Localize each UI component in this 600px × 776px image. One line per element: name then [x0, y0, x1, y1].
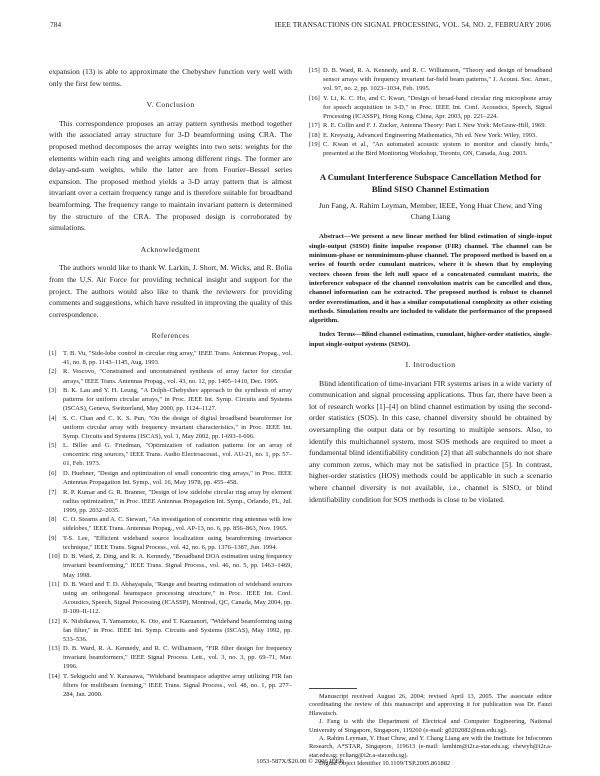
reference-item: [15] D. B. Ward, R. A. Kennedy, and R. C. Williamson, "Theory and design of broadband sensor arrays with frequency invariant far-field beam patterns," J. Acoust. Soc. Amer., vol. 97, no. 2, pp. 1023–1034, Feb. 1995. — [309, 67, 552, 93]
footnote: Digital Object Identifier 10.1109/TSP.2005.861882 — [319, 760, 451, 768]
footnote: A. Rahim Leyman, Y. Huat Chew, and Y. Chang Liang are with the Institute for Infocomm Research, A*STAR, Singapore, 119613 (e-mail: lamhim@i2r.a-star.edu.sg; chewyh@i2r.a-star.edu.sg; ycliang@i2r.a-star.edu.sg). — [309, 735, 552, 759]
paragraph: expansion (13) is able to approximate the Chebyshev function very well with only the first few terms. — [49, 67, 292, 88]
reference-item: [11] D. B. Ward and T. D. Abhayapala, "Range and bearing estimation of wideband sources using an orthogonal beamspace processing structure," in Proc. IEEE Int. Conf. Acoustics, Speech, Signal Processing (ICASSP), Montreal, QC, Canada, May 2004, pp. II-109–II-112. — [49, 581, 292, 616]
page-number: 784 — [50, 20, 62, 29]
reference-item: [6] D. Huebner, "Design and optimization of small concentric ring arrays," in Proc. IEEE Antennas Propagation Int. Symp., vol. 16, May 1978, pp. 455–458. — [49, 469, 292, 487]
reference-item: [19] C. Kwan et al., "An automated acoustic system to monitor and classify birds," presented at the Bird Monitoring Workshop, Toronto, ON, Canada, Aug. 2003. — [309, 141, 552, 158]
section-heading: V. Conclusion — [146, 100, 195, 110]
reference-item: [10] D. B. Ward, Z. Ding, and R. A. Kennedy, "Broadband DOA estimation using frequency invariant beamforming," IEEE Trans. Signal Process., vol. 46, no. 5, pp. 1463–1469, May 1998. — [49, 553, 292, 579]
author-list: Jun Fang, A. Rahim Leyman, Member, IEEE, Yong Huat Chew, and Ying Chang Liang — [318, 201, 543, 221]
abstract: Abstract—We present a new linear method for blind estimation of single-input single-output (SISO) finite impulse response (FIR) channel. The channel can be minimum-phase or nonminimum-phase channel. The proposed method is based on a series of fourth order cumulant matrices, where it is shown that by employing vectors chosen from the left null space of a concatenated cumulant matrix, the interference subspace of the channel convolution matrix can be cancelled and thus, channel information can be extracted. The proposed method is robust to channel order overestimation, and it has a similar computational complexity as other existing methods. Simulation results are included to validate the performance of the proposed algorithm. — [309, 233, 552, 325]
reference-item: [16] Y. Li, K. C. Ho, and C. Kwan, "Design of broad-band circular ring microphone array for speech acquisition in 3-D," in Proc. IEEE Int. Conf. Acoustics, Speech, Signal Processing (ICASSP), Hong Kong, China, Apr. 2003, pp. 221–224. — [309, 94, 552, 120]
footnote-rule — [309, 688, 357, 689]
reference-item: [18] E. Kreyszig, Advanced Engineering Mathematics, 7th ed. New York: Wiley, 1993. — [309, 131, 537, 139]
paragraph: Blind identification of time-invariant FIR systems arises in a wide variety of communication and signal processing applications. Thus far, there have been a lot of research works [1]–[4] on blind channel estimation by using the second-order statistics (SOS). In this case, channel diversity should be obtained by oversampling the output data or by resorting to multiple sensors. Also, to identify this multichannel system, most SOS methods are required to meet a fundamental blind identifiability condition [2] that all subchannels do not share any common zeros, which may not be satisfied in practice [5]. In contrast, higher-order statistics (HOS) methods could be applicable in such a scenario where channel diversity is not available, i.e., channel is SISO, or blind identifiability condition for SOS methods is close to be violated. — [309, 378, 552, 504]
reference-list — [309, 66, 552, 158]
footnote: Manuscript received August 26, 2004; revised April 13, 2005. The associate editor coordinating the review of this manuscript and approving it for publication was Dr. Fauzi Hlawatsch. — [309, 693, 552, 717]
reference-list — [49, 349, 292, 699]
section-heading: I. Introduction — [405, 360, 456, 370]
reference-item: [12] K. Nishikawa, T. Yamamoto, K. Oto, and T. Kazuanori, "Wideband beamforming using fan filter," in Proc. IEEE Int. Symp. Circuits and Systems (ISCAS), May 1992, pp. 533–536. — [49, 617, 292, 643]
section-heading: Acknowledgment — [140, 244, 201, 254]
reference-item: [5] L. Biller and G. Friedman, "Optimization of radiation patterns for an array of concentric ring sources," IEEE Trans. Audio Electroacoust., vol. AU-21, no. 1, pp. 57–61, Feb. 1973. — [49, 442, 292, 468]
paragraph: The authors would like to thank W. Larkin, J. Short, M. Wicks, and R. Bolia from the U.S. Air Force for providing technical insight and support for the project. The authors would also like to thank the reviewers for providing comments and suggestions, which have resulted in improving the quality of this correspondence. — [49, 263, 292, 319]
reference-item: [4] S. C. Chan and C. K. S. Pun, "On the design of digital broadband beamformer for uniform circular array with frequency invariant characteristics," in Proc. IEEE Int. Symp. Circuits and Systems (ISCAS), vol. 1, May 2002, pp. I-693–I-696. — [49, 414, 292, 440]
reference-item: [2] R. Vescovo, "Constrained and unconstrained synthesis of array factor for circular arrays," IEEE Trans. Antennas Propag., vol. 43, no. 12, pp. 1405–1410, Dec. 1995. — [49, 368, 292, 385]
reference-item: [1] T. B. Vu, "Side-lobe control in circular ring array," IEEE Trans. Antennas Propag., vol. 41, no. 8, pp. 1143–1145, Aug. 1993. — [49, 349, 292, 366]
index-terms: Index Terms—Blind channel estimation, cumulant, higher-order statistics, single-input single-output systems (SISO). — [309, 331, 552, 348]
reference-item: [8] C. O. Stearns and A. C. Stewart, "An investigation of concentric ring antennas with low sidelobes," IEEE Trans. Antennas Propag., vol. AP-13, no. 6, pp. 856–863, Nov. 1965. — [49, 516, 292, 533]
reference-item: [3] B. K. Lau and Y. H. Leung, "A Dolph–Chebyshev approach to the synthesis of array patterns for uniform circular arrays," in Proc. IEEE Int. Symp. Circuits and Systems (ISCAS), Geneva, Switzerland, May 2000, pp. 1124–1127. — [49, 387, 292, 413]
journal-title: IEEE TRANSACTIONS ON SIGNAL PROCESSING, VOL. 54, NO. 2, FEBRUARY 2006 — [274, 20, 551, 29]
reference-item: [13] D. B. Ward, R. A. Kennedy, and R. C. Williamson, "FIR filter design for frequency invariant beamformers," IEEE Signal Process. Lett., vol. 3, no. 3, pp. 69–71, Mar. 1996. — [49, 645, 292, 671]
footnote: J. Fang is with the Department of Electrical and Computer Engineering, National University of Singapore, Singapore, 119260 (e-mail: g0202082@nus.edu.sg). — [309, 718, 552, 734]
paper-title: A Cumulant Interference Subspace Cancellation Method for Blind SISO Channel Estimation — [319, 172, 542, 194]
left-column — [49, 66, 292, 700]
reference-item: [7] R. P. Kumar and G. R. Branner, "Design of low sidelobe circular ring array by element radius optimization," in Proc. IEEE Antennas Propagation Int. Symp., Orlando, FL, Jul. 1999, pp. 2032–2035. — [49, 488, 292, 514]
reference-item: [17] R. E. Collin and F. J. Zucker, Antenna Theory: Part I. New York: McGraw-Hill, 1969. — [309, 122, 547, 130]
reference-item: [14] T. Sekiguchi and Y. Karasawa, "Wideband beamspace adaptive array utilizing FIR fan filters for multibeam forming," IEEE Trans. Signal Process., vol. 48, no. 1, pp. 277–284, Jan. 2000. — [49, 673, 292, 699]
paragraph: This correspondence proposes an array pattern synthesis method together with the associated array structure for 3-D beamforming using CRA. The proposed method decomposes the array weights into two sets: weights for the elements within each ring and weights among different rings. The former are delay-and-sum weights, while the latter are from Fourier–Bessel series expansion. The proposed method yields a 3-D array pattern that is almost invariant over a certain frequency range and is therefore suitable for broadband beamforming. The frequency range to maintain invariant pattern is determined by the structure of the CRA. The proposed design is corroborated by simulations. — [49, 118, 292, 233]
reference-item: [9] T-S. Lee, "Efficient wideband source localization using beamforming invariance technique," IEEE Trans. Signal Process., vol. 42, no. 6, pp. 1376–1387, Jun. 1994. — [49, 534, 292, 551]
copyright-footer: 1053-587X/$20.00 © 2006 IEEE — [256, 758, 344, 765]
right-column — [309, 66, 552, 505]
section-heading: References — [151, 331, 190, 341]
